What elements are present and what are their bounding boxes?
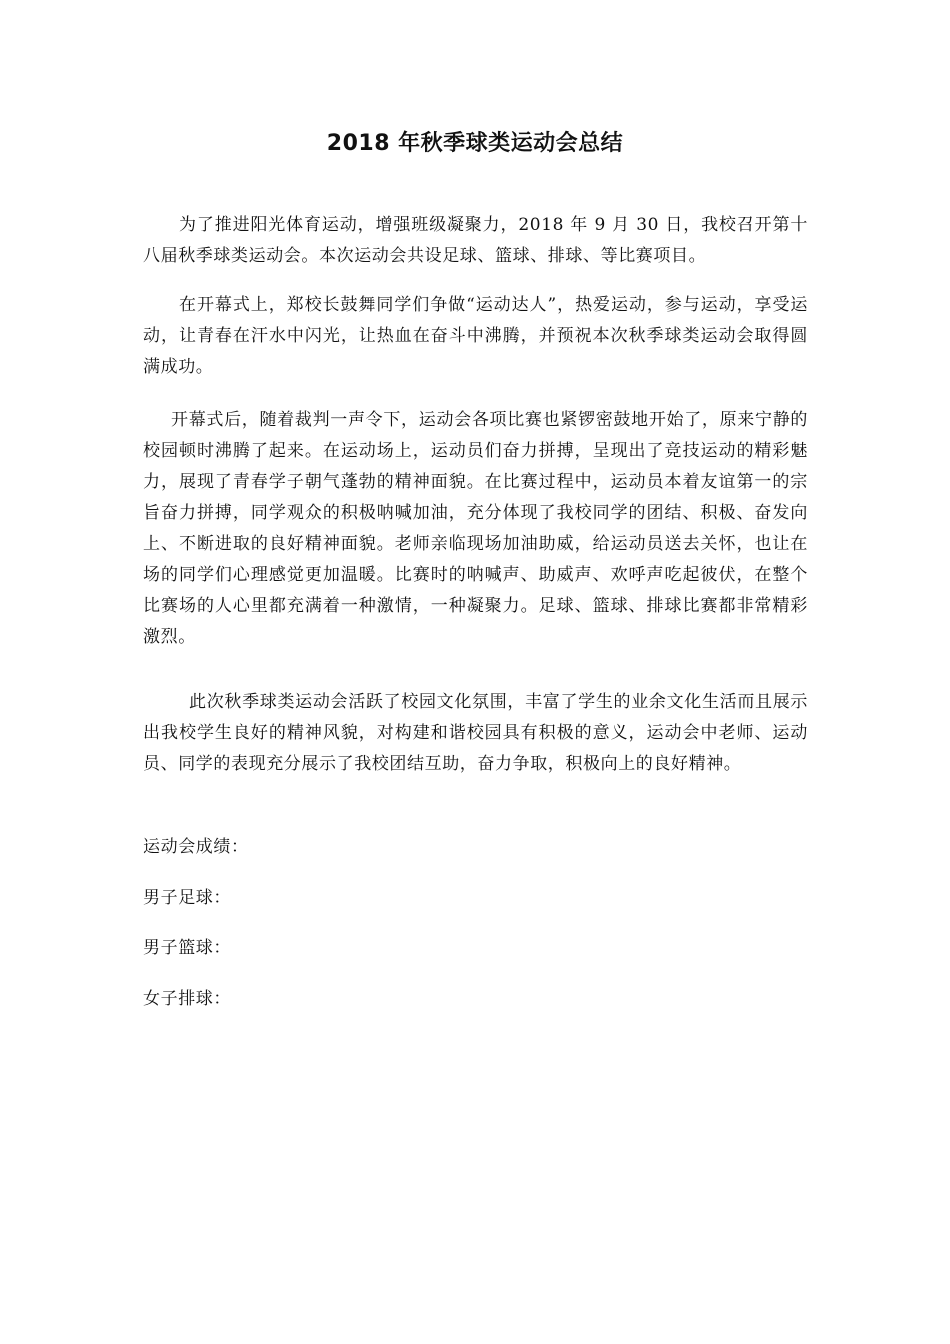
result-womens-volleyball: 女子排球： [143, 989, 231, 1009]
result-mens-basketball: 男子篮球： [143, 938, 231, 958]
results-heading: 运动会成绩： [143, 837, 249, 857]
paragraph-conclusion: 此次秋季球类运动会活跃了校园文化氛围，丰富了学生的业余文化生活而且展示出我校学生良好的精神风貌，对构建和谐校园具有积极的意义，运动会中老师、运动员、同学的表现充分展示了我校团结互助，奋力争取，积极向上的良好精神。 [143, 692, 808, 774]
paragraph-opening-ceremony: 在开幕式上，郑校长鼓舞同学们争做“运动达人”，热爱运动，参与运动，享受运动，让青春在汗水中闪光，让热血在奋斗中沸腾，并预祝本次秋季球类运动会取得圆满成功。 [143, 295, 808, 377]
result-mens-football: 男子足球： [143, 888, 231, 908]
paragraph-competition: 开幕式后，随着裁判一声令下，运动会各项比赛也紧锣密鼓地开始了，原来宁静的校园顿时沸腾了起来。在运动场上，运动员们奋力拼搏，呈现出了竞技运动的精彩魅力，展现了青春学子朝气蓬勃的精神面貌。在比赛过程中，运动员本着友谊第一的宗旨奋力拼搏，同学观众的积极呐喊加油，充分体现了我校同学的团结、积极、奋发向上、不断进取的良好精神面貌。老师亲临现场加油助威，给运动员送去关怀，也让在场的同学们心理感觉更加温暖。比赛时的呐喊声、助威声、欢呼声吃起彼伏，在整个比赛场的人心里都充满着一种激情，一种凝聚力。足球、篮球、排球比赛都非常精彩激烈。 [143, 410, 808, 647]
document-title: 2018 年秋季球类运动会总结 [326, 131, 624, 156]
paragraph-intro: 为了推进阳光体育运动，增强班级凝聚力，2018 年 9 月 30 日，我校召开第十八届秋季球类运动会。本次运动会共设足球、篮球、排球、等比赛项目。 [143, 215, 808, 266]
